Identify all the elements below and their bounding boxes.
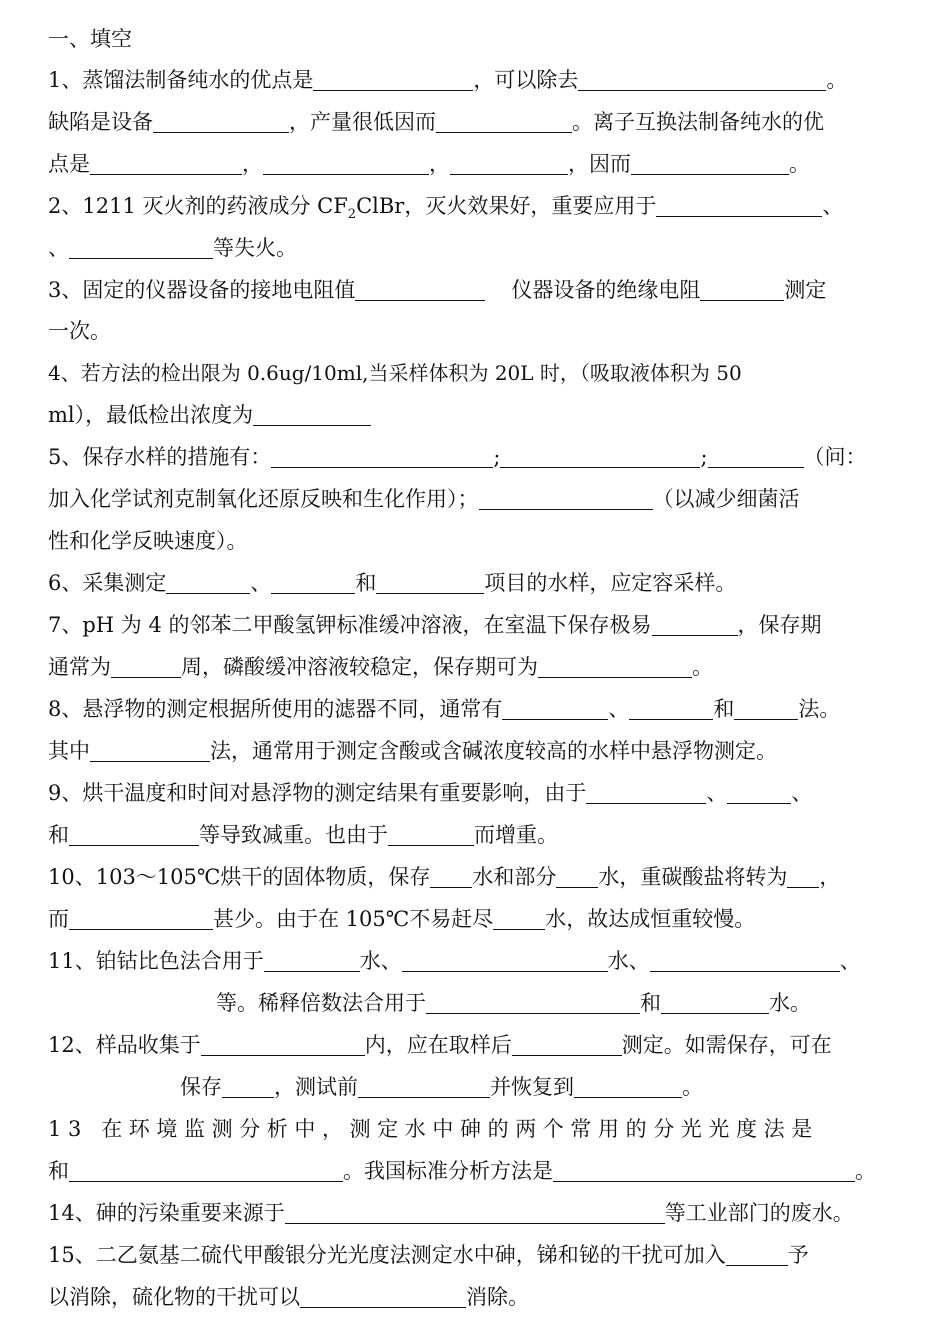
- question-1-line-1: [48, 65, 908, 95]
- question-5-line-3: [48, 526, 908, 556]
- q1-text-i: ，: [429, 152, 450, 176]
- answer-blank[interactable]: [69, 907, 213, 930]
- q1-text-f: 。离子互换法制备纯水的优: [572, 110, 824, 134]
- q9-text-b: 、: [706, 781, 728, 805]
- q5-text-d: （问：: [803, 445, 867, 469]
- answer-blank[interactable]: [426, 991, 640, 1014]
- q9-text-e: 等导致减重。也由于: [199, 823, 388, 847]
- answer-blank[interactable]: [734, 697, 798, 720]
- answer-blank[interactable]: [574, 1075, 682, 1098]
- q13-text-a: 13 在环境监测分析中，测定水中砷的两个常用的分光光度法是: [48, 1117, 819, 1141]
- q12-text-d: 保存: [180, 1075, 222, 1099]
- answer-blank[interactable]: [708, 445, 804, 468]
- q1-text-k: 。: [789, 152, 810, 176]
- question-2-line-2: [48, 233, 908, 263]
- q11-text-f: 和: [640, 991, 661, 1015]
- q6-text-d: 项目的水样，应定容采样。: [484, 571, 737, 595]
- question-7-line-2: [48, 652, 908, 682]
- q6-text-a: 6、采集测定: [48, 571, 167, 595]
- answer-blank[interactable]: [553, 1159, 855, 1182]
- answer-blank[interactable]: [376, 571, 484, 594]
- q11-text-d: 、: [839, 949, 861, 973]
- q12-text-f: 并恢复到: [490, 1075, 574, 1099]
- answer-blank[interactable]: [222, 1075, 274, 1098]
- q12-text-b: 内，应在取样后: [364, 1033, 512, 1057]
- q3-text-a: 3、固定的仪器设备的接地电阻值: [48, 278, 356, 302]
- q10-text-f: 甚少。由于在 105℃不易赶尽: [213, 907, 494, 931]
- answer-blank[interactable]: [787, 865, 819, 888]
- answer-blank[interactable]: [69, 1159, 343, 1182]
- question-4-line-2: [48, 400, 908, 430]
- q1-text-c: 。: [826, 68, 848, 92]
- question-12-line-1: [48, 1030, 908, 1060]
- answer-blank[interactable]: [556, 865, 598, 888]
- q5-text-g: 性和化学反映速度）。: [48, 529, 248, 553]
- question-9-line-1: [48, 778, 908, 808]
- answer-blank[interactable]: [313, 68, 473, 91]
- q10-text-a: 10、103～105℃烘干的固体物质，保存: [48, 865, 431, 889]
- q10-text-d: ，: [819, 865, 841, 889]
- question-15-line-1: [48, 1240, 908, 1270]
- answer-blank[interactable]: [355, 278, 485, 301]
- answer-blank[interactable]: [263, 152, 429, 175]
- question-9-line-2: [48, 820, 908, 850]
- q15-text-d: 消除。: [466, 1285, 529, 1309]
- q12-text-a: 12、样品收集于: [48, 1033, 201, 1057]
- answer-blank[interactable]: [300, 1285, 466, 1308]
- q14-text-b: 等工业部门的废水。: [664, 1201, 854, 1225]
- answer-blank[interactable]: [253, 403, 371, 426]
- answer-blank[interactable]: [271, 571, 355, 594]
- answer-blank[interactable]: [578, 68, 826, 91]
- q1-text-e: ，产量很低因而: [289, 110, 436, 134]
- q7-text-e: 。: [692, 655, 713, 679]
- answer-blank[interactable]: [538, 655, 692, 678]
- answer-blank[interactable]: [700, 278, 784, 301]
- answer-blank[interactable]: [285, 1201, 665, 1224]
- q4-text-a: 4、若方法的检出限为 0.6ug/10ml,当采样体积为 20L 时，（吸取液体积为 50: [48, 361, 742, 385]
- q9-text-d: 和: [48, 823, 69, 847]
- q6-text-b: 、: [250, 571, 272, 595]
- question-6-line-1: [48, 568, 908, 598]
- answer-blank[interactable]: [586, 781, 706, 804]
- q11-text-b: 水、: [359, 949, 402, 973]
- question-14-line-1: [48, 1198, 908, 1228]
- q2-text-a: 2、1211 灭火剂的药液成分 CF: [48, 194, 348, 218]
- question-10-line-2: [48, 904, 908, 934]
- answer-blank[interactable]: [90, 739, 210, 762]
- question-7-line-1: [48, 610, 908, 640]
- answer-blank[interactable]: [201, 1033, 365, 1056]
- answer-blank[interactable]: [661, 991, 769, 1014]
- q11-text-e: 等。稀释倍数法合用于: [216, 991, 426, 1015]
- q13-text-b: 和: [48, 1159, 69, 1183]
- answer-blank[interactable]: [402, 949, 608, 972]
- q2-subscript: 2: [347, 207, 357, 223]
- q7-text-d: 周，磷酸缓冲溶液较稳定，保存期可为: [181, 655, 538, 679]
- q2-text-c: 、: [822, 194, 844, 218]
- answer-blank[interactable]: [656, 194, 822, 217]
- answer-blank[interactable]: [502, 697, 608, 720]
- q12-text-e: ，测试前: [274, 1075, 358, 1099]
- question-13-line-1: [48, 1114, 908, 1144]
- q6-text-c: 和: [355, 571, 377, 595]
- answer-blank[interactable]: [629, 697, 713, 720]
- question-3-line-2: [48, 316, 908, 346]
- answer-blank[interactable]: [111, 655, 181, 678]
- question-15-line-2: [48, 1282, 908, 1312]
- question-1-line-2: [48, 107, 908, 137]
- question-10-line-1: [48, 862, 908, 892]
- answer-blank[interactable]: [358, 1075, 490, 1098]
- question-13-line-2: [48, 1156, 908, 1186]
- q11-text-a: 11、铂钴比色法合用于: [48, 949, 264, 973]
- answer-blank[interactable]: [652, 613, 738, 636]
- q8-text-f: 法，通常用于测定含酸或含碱浓度较高的水样中悬浮物测定。: [210, 739, 777, 763]
- question-5-line-2: [48, 484, 908, 514]
- answer-blank[interactable]: [450, 152, 568, 175]
- question-4-line-1: [48, 358, 908, 388]
- answer-blank[interactable]: [631, 152, 789, 175]
- answer-blank[interactable]: [69, 236, 213, 259]
- q7-text-c: 通常为: [48, 655, 111, 679]
- q14-text-a: 14、砷的污染重要来源于: [48, 1201, 285, 1225]
- q1-text-g: 点是: [48, 152, 90, 176]
- q2-text-b: ClBr，灭火效果好，重要应用于: [356, 194, 657, 218]
- q11-text-g: 水。: [769, 991, 811, 1015]
- q1-text-a: 1、蒸馏法制备纯水的优点是: [48, 68, 314, 92]
- q13-text-d: 。: [855, 1159, 876, 1183]
- question-11-line-1: [48, 946, 908, 976]
- q12-text-g: 。: [682, 1075, 703, 1099]
- q11-text-c: 水、: [607, 949, 650, 973]
- section-title-text: 一、填空: [48, 27, 132, 51]
- q10-text-b: 水和部分: [472, 865, 557, 889]
- q4-text-b: ml），最低检出浓度为: [48, 403, 254, 427]
- q5-text-f: （以减少细菌活: [652, 487, 800, 511]
- question-12-line-2: [180, 1072, 950, 1102]
- q5-text-e: 加入化学试剂克制氧化还原反映和生化作用）；: [48, 487, 479, 511]
- answer-blank[interactable]: [271, 445, 493, 468]
- q3-text-c: 测定: [784, 278, 827, 302]
- q3-text-b: 仪器设备的绝缘电阻: [511, 278, 701, 302]
- answer-blank[interactable]: [512, 1033, 622, 1056]
- q1-text-b: ，可以除去: [473, 68, 579, 92]
- question-5-line-1: [48, 442, 908, 472]
- q8-text-d: 法。: [798, 697, 841, 721]
- answer-blank[interactable]: [69, 823, 199, 846]
- q5-text-a: 5、保存水样的措施有：: [48, 445, 272, 469]
- question-2-line-1: [48, 191, 908, 221]
- q9-text-c: 、: [791, 781, 813, 805]
- answer-blank[interactable]: [650, 949, 840, 972]
- q15-text-b: 予: [787, 1243, 809, 1267]
- q1-text-j: ，因而: [568, 152, 631, 176]
- answer-blank[interactable]: [727, 781, 791, 804]
- q8-text-a: 8、悬浮物的测定根据所使用的滤器不同，通常有: [48, 697, 503, 721]
- answer-blank[interactable]: [388, 823, 474, 846]
- answer-blank[interactable]: [430, 865, 472, 888]
- section-title: [48, 24, 908, 54]
- answer-blank[interactable]: [153, 110, 289, 133]
- q13-text-c: 。我国标准分析方法是: [343, 1159, 553, 1183]
- q10-text-e: 而: [48, 907, 69, 931]
- q12-text-c: 测定。如需保存，可在: [621, 1033, 832, 1057]
- q7-text-b: ，保存期: [737, 613, 822, 637]
- q15-text-c: 以消除，硫化物的干扰可以: [48, 1285, 300, 1309]
- answer-blank[interactable]: [264, 949, 360, 972]
- q2-text-d: 、: [48, 236, 69, 260]
- q8-text-c: 和: [713, 697, 735, 721]
- q7-text-a: 7、pH 为 4 的邻苯二甲酸氢钾标准缓冲溶液，在室温下保存极易: [48, 613, 652, 637]
- answer-blank[interactable]: [479, 487, 653, 510]
- q9-text-a: 9、烘干温度和时间对悬浮物的测定结果有重要影响，由于: [48, 781, 587, 805]
- q1-text-d: 缺陷是设备: [48, 110, 153, 134]
- q8-text-e: 其中: [48, 739, 90, 763]
- question-8-line-2: [48, 736, 908, 766]
- answer-blank[interactable]: [436, 110, 572, 133]
- answer-blank[interactable]: [90, 152, 242, 175]
- question-8-line-1: [48, 694, 908, 724]
- q3-text-d: 一次。: [48, 319, 111, 343]
- q9-text-f: 而增重。: [474, 823, 558, 847]
- answer-blank[interactable]: [166, 571, 250, 594]
- answer-blank[interactable]: [493, 907, 545, 930]
- answer-blank[interactable]: [726, 1243, 788, 1266]
- q5-text-b: ;: [493, 445, 501, 469]
- question-11-line-2: [216, 988, 950, 1018]
- q2-text-e: 等失火。: [213, 236, 297, 260]
- q15-text-a: 15、二乙氨基二硫代甲酸银分光光度法测定水中砷，锑和铋的干扰可加入: [48, 1243, 726, 1267]
- q5-text-c: ;: [700, 445, 708, 469]
- question-3-line-1: [48, 275, 908, 305]
- question-1-line-3: [48, 149, 908, 179]
- q10-text-g: 水，故达成恒重较慢。: [545, 907, 756, 931]
- answer-blank[interactable]: [500, 445, 700, 468]
- q8-text-b: 、: [608, 697, 630, 721]
- q10-text-c: 水，重碳酸盐将转为: [598, 865, 788, 889]
- q1-text-h: ，: [242, 152, 263, 176]
